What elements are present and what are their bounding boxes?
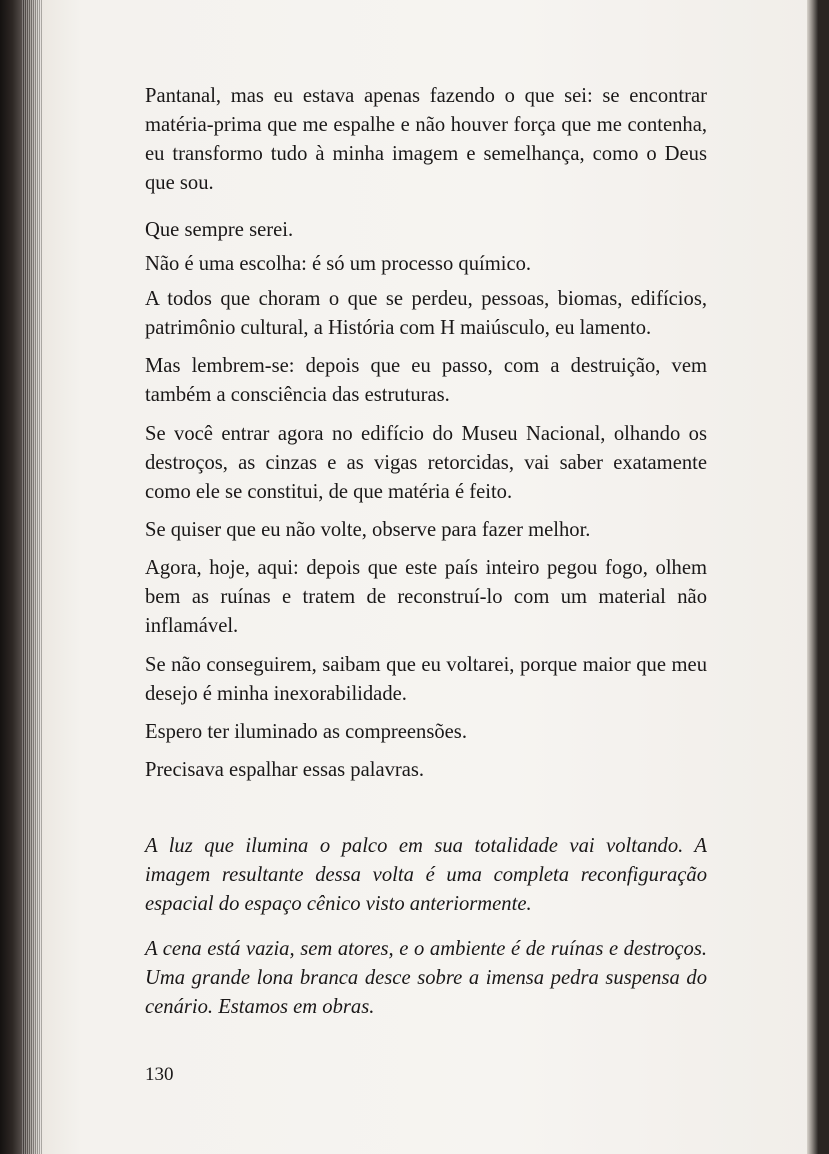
page-number: 130 — [145, 1064, 174, 1085]
paragraph-4: A todos que choram o que se perdeu, pessoas, biomas, edifícios, patrimônio cultural, a História com H maiúsculo, eu lamento. — [145, 288, 707, 339]
paragraph-6: Se você entrar agora no edifício do Museu Nacional, olhando os destroços, as cinzas e as vigas retorcidas, vai saber exatamente como ele se constitui, de que matéria é feito. — [145, 423, 707, 503]
paragraph-11: Precisava espalhar essas palavras. — [145, 759, 425, 781]
page-right-edge — [807, 0, 818, 1154]
paragraph-1: Pantanal, mas eu estava apenas fazendo o que sei: se encontrar matéria-prima que me espalhe e não houver força que me contenha, eu transformo tudo à minha imagem e semelhança, como o Deus que sou. — [145, 85, 707, 194]
stage-direction-1: A luz que ilumina o palco em sua totalidade vai voltando. A imagem resultante dessa volta é uma completa reconfiguração espacial do espaço cênico visto anteriormente. — [145, 835, 707, 915]
paragraph-2: Que sempre serei. — [145, 219, 294, 241]
book-page — [42, 0, 818, 1154]
paragraph-9: Se não conseguirem, saibam que eu voltarei, porque maior que meu desejo é minha inexorabilidade. — [145, 654, 707, 705]
paragraph-10: Espero ter iluminado as compreensões. — [145, 721, 467, 743]
paragraph-7: Se quiser que eu não volte, observe para fazer melhor. — [145, 519, 591, 541]
stage-direction-2: A cena está vazia, sem atores, e o ambiente é de ruínas e destroços. Uma grande lona branca desce sobre a imensa pedra suspensa do cenário. Estamos em obras. — [145, 938, 707, 1018]
paragraph-3: Não é uma escolha: é só um processo químico. — [145, 253, 532, 275]
paragraph-5: Mas lembrem-se: depois que eu passo, com a destruição, vem também a consciência das estruturas. — [145, 355, 707, 406]
paragraph-8: Agora, hoje, aqui: depois que este país inteiro pegou fogo, olhem bem as ruínas e tratem de reconstruí-lo com um material não inflamável. — [145, 557, 707, 637]
page-stack-edges — [22, 0, 42, 1154]
